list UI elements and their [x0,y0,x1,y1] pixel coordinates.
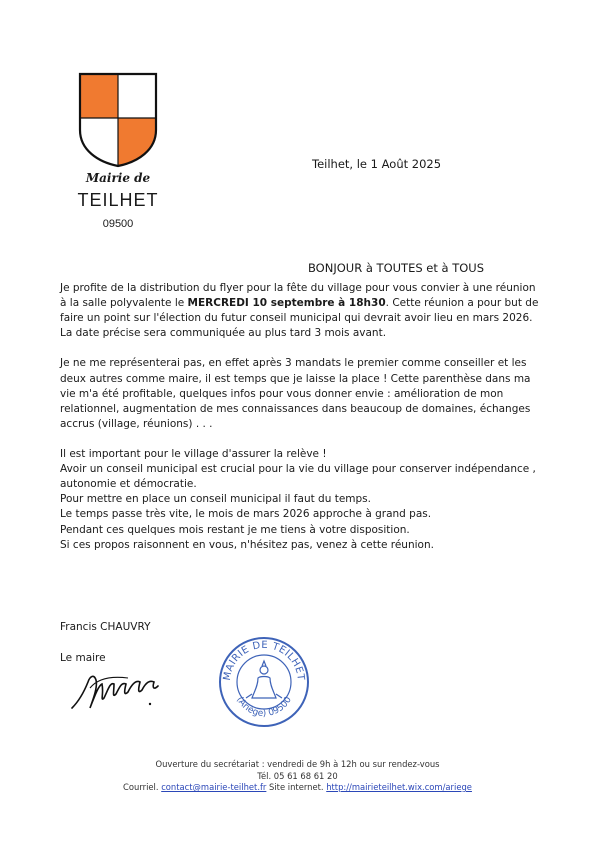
letter-date: Teilhet, le 1 Août 2025 [312,157,442,171]
paragraph-1-line-1: Je profite de la distribution du flyer pour la fête du village pour vous convier à une réunion [60,282,536,294]
paragraph-3-line: Pendant ces quelques mois restant je me tiens à votre disposition. [60,523,410,536]
paragraph-3 [60,447,540,553]
postcode: 09500 [102,218,134,230]
paragraph-3-line: Si ces propos raisonnent en vous, n'hésitez pas, venez à cette réunion. [60,538,434,551]
coat-of-arms-logo [78,72,158,168]
email-link[interactable]: contact@mairie-teilhet.fr [161,782,267,792]
site-label: Site internet. [266,782,327,792]
handwritten-signature [68,668,168,714]
town-name: TEILHET [77,190,159,210]
paragraph-3-line: Pour mettre en place un conseil municipal il faut du temps. [60,493,371,506]
footer-contact [0,782,595,792]
mairie-de-label: Mairie de [85,171,151,185]
paragraph-2: Je ne me représenterai pas, en effet après 3 mandats le premier comme conseiller et les deux autres comme maire, il est temps que je laisse la place ! Cette parenthèse dans ma vie m'a été profitable, quelques infos pour vous donner envie : amélioration de mon relationnel, augmentation de mes connaissances dans beaucoup de domaines, échanges accrus (village, réunions) . . . [60,357,531,430]
signer-role: Le maire [60,652,106,664]
marianne-emblem-icon [246,661,282,698]
signer-name: Francis CHAUVRY [60,621,151,633]
paragraph-1 [60,281,540,341]
footer-phone: Tél. 05 61 68 61 20 [257,771,338,781]
paragraph-1-rest: Cette réunion a pour but de faire un point sur l'élection du futur conseil municipal qui devrait avoir lieu en mars 2026. La date précise sera communiquée au plus tard 3 mois avant. [60,297,539,340]
stamp-bottom-text: (Ariège) 09500 [234,695,294,720]
greeting: BONJOUR à TOUTES et à TOUS [308,261,485,275]
letter-body [60,281,540,553]
email-label: Courriel. [123,782,162,792]
paragraph-3-line: autonomie et démocratie. [60,478,197,491]
paragraph-3-line: Avoir un conseil municipal est crucial pour la vie du village pour conserver indépendance , [60,463,536,476]
paragraph-3-line: Il est important pour le village d'assurer la relève ! [60,448,327,461]
svg-text:(Ariège) 09500 [234,695,294,719]
stamp-top-text: MAIRIE DE TEILHET [221,639,307,682]
paragraph-1-line-2-suffix: . [385,297,389,310]
website-link[interactable]: http://mairieteilhet.wix.com/ariege [326,782,472,792]
paragraph-1-line-2-prefix: à la salle polyvalente le [60,297,188,310]
official-stamp [218,636,310,728]
paragraph-3-line: Le temps passe très vite, le mois de mars 2026 approche à grand pas. [60,508,432,521]
meeting-date: MERCREDI 10 septembre à 18h30 [187,297,386,310]
footer-opening-hours: Ouverture du secrétariat : vendredi de 9h à 12h ou sur rendez-vous [155,759,440,769]
